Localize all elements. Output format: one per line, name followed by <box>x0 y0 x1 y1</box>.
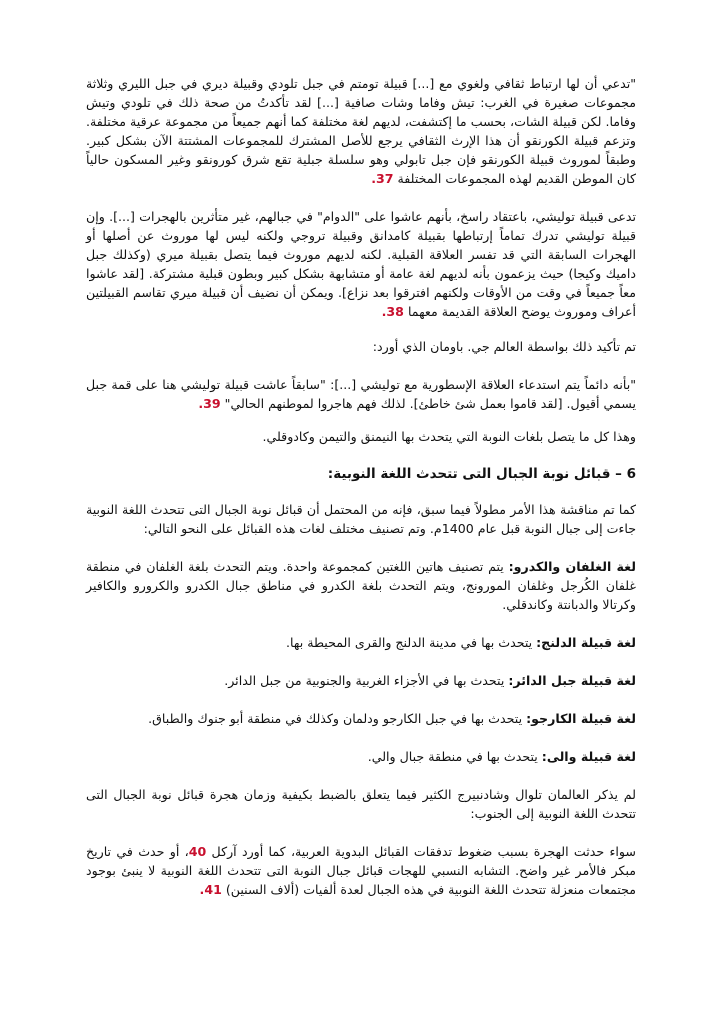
paragraph-languages-summary: وهذا كل ما يتصل بلغات النوبة التي يتحدث بها النيمنق والتيمن وكادوقلي. <box>262 429 636 444</box>
paragraph-text: ، أو حدث في تاريخ مبكر فالأمر غير واضح. التشابه النسبي للهجات قبائل جبال النوبة التى تتحدث اللغة النوبية لا ينبئ بوجود مجتمعات منعزلة تتحدث اللغة النوبية في هذه الجبال لعدة ألفيات (ألاف السنين) <box>86 844 636 897</box>
footnote-ref-40: 40 <box>188 844 207 859</box>
language-description: يتحدث بها في منطقة جبال والي. <box>367 749 542 764</box>
language-term: لغة قبيلة جبل الدائر: <box>508 673 636 688</box>
paragraph-tulishi <box>86 207 636 321</box>
language-description: يتحدث بها في جبل الكارجو ودلمان وكذلك في منطقة أبو جنوك والطباق. <box>148 711 527 726</box>
paragraph-text: سواء حدثت الهجرة بسبب ضغوط تدفقات القبائل البدوية العربية، كما أورد آركل <box>206 844 636 859</box>
quote-paragraph-baumann <box>86 375 636 413</box>
paragraph-text: "بأنه دائماً يتم استدعاء العلاقة الإسطورية مع توليشي [...]: "سابقاً عاشت قبيلة توليشي هنا على قمة جبل يسمي أقيول. [لقد قاموا بعمل شئ خاطئ]. لذلك فهم هاجروا لموطنهم الحالي" <box>86 377 636 411</box>
paragraph-migration <box>86 842 636 899</box>
language-entry-wali <box>86 747 636 766</box>
language-term: لغة قبيلة والى: <box>541 749 636 764</box>
language-entry-dair <box>86 671 636 690</box>
language-description: يتم تصنيف هاتين اللغتين كمجموعة واحدة. ويتم التحدث بلغة الغلفان في منطقة غلفان الكُرجل وغلفان المورونج، ويتم التحدث بلغة الكدرو في مناطق جبال الكدرو والكرورو والكافير وكرتالا والدبانتة وكاندقلي. <box>86 559 636 612</box>
paragraph-baumann-intro: تم تأكيد ذلك بواسطة العالم جي. باومان الذي أورد: <box>372 339 636 354</box>
paragraph-text: "تدعي أن لها ارتباط ثقافي ولغوي مع [...] قبيلة تومتم في جبل تلودي وقبيلة ديري في جبل الليري وثلاثة مجموعات صغيرة في الغرب: تيش وفاما وشات صافية [...] لقد تأكدتُ من صحة ذلك في تلودي وتيش وفاما. لكن قبيلة الشات، بحسب ما إكتشفت، لديهم لغة مختلفة كما أنهم جميعاً من مجموعة عرقية مختلفة. وتزعم قبيلة الكورنقو أن هذا الإرث الثقافي يرجع للأصل المشترك للمجموعات المشتتة الآن بشكل كبير. وطبقاً لموروث قبيلة الكورنقو فإن جبل تابولي وهو سلسلة جبلية تقع شرق كورونقو وغير المسكون حالياً كان الموطن القديم لهذه المجموعات المختلفة <box>86 76 636 186</box>
paragraph-migration-intro: لم يذكر العالمان تلوال وشادنبيرج الكثير فيما يتعلق بالضبط بكيفية وزمان هجرة قبائل نوبة الجبال التى تتحدث اللغة النوبية إلى الجنوب: <box>86 787 636 821</box>
language-description: يتحدث بها في مدينة الدلنج والقرى المحيطة بها. <box>286 635 537 650</box>
language-term: لغة قبيلة الكارجو: <box>526 711 636 726</box>
language-description: يتحدث بها في الأجزاء الغربية والجنوبية من جبل الدائر. <box>224 673 509 688</box>
language-entry-dilling <box>86 633 636 652</box>
footnote-ref-37: 37. <box>371 171 394 186</box>
language-entry-karko <box>86 709 636 728</box>
footnote-ref-39: 39. <box>198 396 221 411</box>
language-term: لغة الغلفان والكدرو: <box>508 559 636 574</box>
paragraph-text: تدعى قبيلة توليشي، باعتقاد راسخ، بأنهم عاشوا على "الدوام" في جبالهم، غير متأثرين بالهجرات [...]. وإن قبيلة توليشي تدرك تماماً إرتباطها بقبيلة كامدانق وقبيلة تروجي ولكنه ليس لها موروث عن أصلها أو الهجرات السابقة التي قد تفسر العلاقة القبلية. لكنه لديهم موروث فيما يتصل بقبيلة ميري (وكذلك جبل داميك وكيجا) حيث يزعمون بأنه لديهم لغة عامة أو متشابهة بشكل كبير وبطون قبلية مشتركة. [لقد عاشوا معاً جميعاً في وقت من الأوقات ولكنهم افترقوا بعد نزاع]. ويمكن أن نضيف أن قبيلة ميري تقاسم القبيلتين أعراف وموروث يوضح العلاقة القديمة معهما <box>86 209 636 319</box>
language-term: لغة قبيلة الدلنج: <box>536 635 636 650</box>
quote-paragraph-korongo <box>86 74 636 188</box>
footnote-ref-41: 41. <box>199 882 222 897</box>
footnote-ref-38: 38. <box>381 304 404 319</box>
language-entry-ghulfan-kadaru <box>86 557 636 614</box>
paragraph-nubian-tribes: كما تم مناقشة هذا الأمر مطولاً فيما سبق، فإنه من المحتمل أن قبائل نوبة الجبال التى تتحدث اللغة النوبية جاءت إلى جبال النوبة قبل عام 1400م. وتم تصنيف مختلف لغات هذه القبائل على النحو التالي: <box>86 502 636 536</box>
section-heading: 6 – قبائل نوبة الجبال التى تتحدث اللغة النوبية: <box>327 466 636 482</box>
